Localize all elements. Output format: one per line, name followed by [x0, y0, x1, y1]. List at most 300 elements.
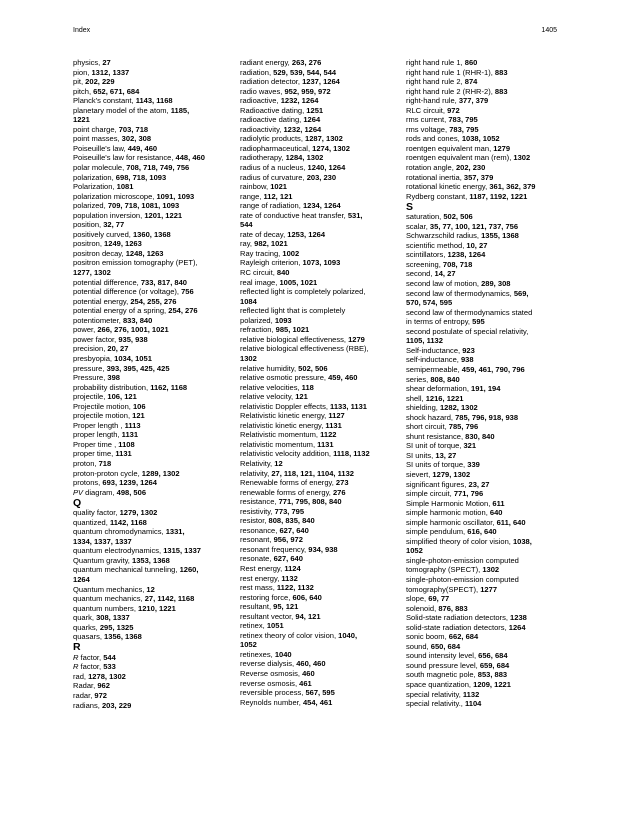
- index-entry-term: resistor,: [240, 516, 269, 526]
- index-entry-pages: 876, 883: [438, 603, 468, 613]
- index-entry: [73, 249, 231, 259]
- index-entry-term: simple pendulum,: [406, 527, 468, 537]
- index-entry-term: positron decay,: [73, 248, 126, 258]
- index-entry: [73, 297, 231, 307]
- index-entry: [406, 651, 564, 661]
- index-entry-term: self-inductance,: [406, 355, 461, 365]
- index-entry-pages: 1282, 1302: [439, 403, 478, 413]
- index-entry-pages: 1021: [270, 182, 288, 192]
- index-entry-pages: 1315, 1337: [163, 546, 201, 556]
- index-entry: [73, 173, 231, 183]
- index-entry: [406, 546, 564, 556]
- index-entry-pages: 35, 77, 100, 121, 737, 756: [429, 221, 519, 231]
- index-entry-pages: 1122: [320, 430, 337, 440]
- index-entry-pages: 1005, 1021: [279, 277, 318, 287]
- index-entry-pages: 1052: [240, 640, 257, 650]
- index-entry-pages: 1104: [465, 699, 482, 709]
- index-entry-pages: 808, 835, 840: [268, 516, 315, 526]
- index-entry: [240, 239, 398, 249]
- index-entry-term: resultant,: [240, 602, 274, 612]
- index-entry: [73, 613, 231, 623]
- index-entry-term: Schwarzschild radius,: [406, 231, 482, 241]
- index-entry-term: projectile motion,: [73, 411, 133, 421]
- index-entry-pages: 1232, 1264: [283, 124, 322, 134]
- index-entry-pages: 112, 121: [263, 191, 293, 201]
- index-entry-term: semipermeable,: [406, 364, 462, 374]
- index-entry: [240, 574, 398, 584]
- index-entry: [406, 632, 564, 642]
- index-entry-pages: 203, 230: [306, 172, 337, 182]
- index-entry: [73, 258, 231, 268]
- index-entry-term: right hand rule 2 (RHR-2),: [406, 86, 495, 96]
- index-entry: [73, 701, 231, 711]
- index-entry-term: rods and cones,: [406, 134, 462, 144]
- index-entry-term: Ray tracing,: [240, 248, 283, 258]
- index-entry: [73, 96, 231, 106]
- index-entry-term: second,: [406, 269, 435, 279]
- index-entry-pages: 529, 539, 544, 544: [273, 67, 337, 77]
- index-entry: [240, 373, 398, 383]
- index-entry-pages: 95, 121: [273, 602, 299, 612]
- index-entry-term: power factor,: [73, 334, 119, 344]
- index-entry-term: radar,: [73, 691, 95, 700]
- index-entry: [240, 554, 398, 564]
- index-entry: [240, 430, 398, 440]
- index-entry-term: potentiometer,: [73, 315, 123, 325]
- index-entry: [406, 565, 564, 575]
- index-entry-pages: 1091, 1093: [156, 191, 195, 201]
- index-entry-term: point masses,: [73, 134, 122, 144]
- index-entry: [406, 460, 564, 470]
- index-entry-pages: 202, 230: [455, 163, 486, 173]
- index-entry: [240, 602, 398, 612]
- index-entry: [406, 441, 564, 451]
- index-entry-pages: 962: [97, 681, 110, 691]
- index-entry: [406, 604, 564, 614]
- index-entry: [406, 125, 564, 135]
- index-entry-pages: 698, 718, 1093: [115, 172, 167, 182]
- index-entry: [240, 106, 398, 116]
- index-entry-pages: 27, 1142, 1168: [144, 594, 195, 604]
- index-entry-term: radius of a nucleus,: [240, 163, 308, 173]
- index-entry-pages: 771, 796: [453, 489, 484, 499]
- index-entry: [406, 480, 564, 490]
- index-entry-pages: 956, 972: [273, 535, 303, 545]
- index-entry: [240, 640, 398, 650]
- index-entry-pages: 357, 379: [463, 172, 494, 182]
- index-entry: [240, 535, 398, 545]
- index-entry-term: resonant frequency,: [240, 544, 309, 554]
- index-entry: [240, 220, 398, 230]
- index-entry: [73, 527, 231, 537]
- index-entry-term: right hand rule 1 (RHR-1),: [406, 67, 495, 77]
- index-entry-pages: 1274, 1302: [312, 143, 350, 153]
- index-entry-term: rate of decay,: [240, 229, 288, 239]
- index-entry-term: positron emission tomography (PET),: [73, 258, 198, 268]
- index-entry-term: pitch,: [73, 86, 94, 96]
- index-entry: [240, 545, 398, 555]
- index-entry-pages: 498, 506: [116, 487, 147, 497]
- index-entry-pages: 1040,: [338, 630, 358, 640]
- index-entry: [240, 306, 398, 316]
- index-entry-term: Pressure,: [73, 373, 108, 383]
- index-entry-pages: 544: [240, 220, 253, 230]
- index-entry-pages: 1249, 1263: [104, 239, 142, 249]
- index-entry: [73, 192, 231, 202]
- index-entry: [240, 77, 398, 87]
- index-entry-term: scientific method,: [406, 240, 467, 250]
- index-entry-pages: 1084: [240, 296, 257, 306]
- index-entry: [406, 489, 564, 499]
- index-entry-term: rad,: [73, 671, 89, 681]
- index-entry-term: range,: [240, 191, 264, 201]
- index-entry: [406, 613, 564, 623]
- index-entry: [406, 699, 564, 709]
- index-entry: [73, 220, 231, 230]
- index-entry-term: quantum numbers,: [73, 603, 139, 613]
- running-header-section: Index: [73, 27, 91, 34]
- index-entry-term: presbyopia,: [73, 353, 115, 363]
- index-entry-pages: 302, 308: [121, 134, 152, 144]
- index-entry-term: physics,: [73, 58, 103, 67]
- index-entry-pages: 1122, 1132: [276, 583, 314, 593]
- index-entry-term: rms voltage,: [406, 124, 450, 134]
- index-entry: [406, 144, 564, 154]
- index-entry-term: relativistic Doppler effects,: [240, 401, 331, 411]
- index-entry: [406, 556, 564, 566]
- index-entry: [73, 402, 231, 412]
- index-entry-pages: 709, 718, 1081, 1093: [107, 201, 180, 211]
- index-entry-term: saturation,: [406, 212, 444, 222]
- index-entry-pages: 1108: [118, 439, 135, 449]
- index-entry: [240, 68, 398, 78]
- index-entry-pages: 1201, 1221: [144, 210, 183, 220]
- index-entry-pages: 860: [464, 58, 478, 67]
- index-entry-term: polarized,: [73, 201, 108, 211]
- index-entry-term: potential energy of a spring,: [73, 306, 169, 316]
- index-entry: [406, 327, 564, 337]
- index-entry-term: right hand rule 2,: [406, 77, 465, 87]
- index-entry: [73, 632, 231, 642]
- index-entry-term: single-photon-emission computed: [406, 574, 519, 584]
- index-entry-pages: 1131: [121, 430, 139, 440]
- index-entry-pages: 121: [132, 411, 145, 421]
- index-entry: [240, 659, 398, 669]
- index-entry-term: resonance,: [240, 525, 280, 535]
- index-entry-term: quantum electrodynamics,: [73, 546, 164, 556]
- index-entry-pages: 20, 27: [107, 344, 129, 354]
- index-entry-pages: 1073, 1093: [302, 258, 341, 268]
- index-entry: [406, 153, 564, 163]
- index-entry: [73, 306, 231, 316]
- index-entry: [73, 594, 231, 604]
- index-entry-pages: 718: [98, 458, 112, 468]
- index-entry-term: population inversion,: [73, 210, 145, 220]
- index-entry: [240, 144, 398, 154]
- index-entry-term: resultant vector,: [240, 611, 296, 621]
- index-entry-term: retinexes,: [240, 649, 275, 659]
- index-entry: [73, 268, 231, 278]
- index-entry-term: shock hazard,: [406, 412, 456, 422]
- index-entry: [406, 231, 564, 241]
- index-entry: [240, 316, 398, 326]
- index-entry: [406, 289, 564, 299]
- index-entry-term: scintillators,: [406, 250, 448, 260]
- index-entry-term: shell,: [406, 393, 426, 403]
- index-entry-term: second postulate of special relativity,: [406, 326, 529, 336]
- index-entry-term: tomography (SPECT),: [406, 565, 483, 575]
- index-entry: [240, 583, 398, 593]
- index-entry: [406, 317, 564, 327]
- index-entry-pages: 106: [132, 401, 146, 411]
- index-entry-pages: 23, 27: [468, 479, 490, 489]
- index-entry-pages: 361, 362, 379: [489, 182, 536, 192]
- index-entry: [240, 679, 398, 689]
- index-entry-term: Relativistic kinetic energy,: [240, 411, 329, 421]
- index-entry: [406, 432, 564, 442]
- index-entry-term: Radioactive dating,: [240, 105, 307, 115]
- index-entry-term: factor,: [78, 662, 104, 672]
- index-entry: [406, 58, 564, 68]
- index-entry-pages: 1052: [406, 546, 423, 556]
- index-entry-term: planetary model of the atom,: [73, 105, 171, 115]
- index-entry: [73, 211, 231, 221]
- index-entry-term: Projectile motion,: [73, 401, 133, 411]
- index-entry-pages: 982, 1021: [254, 239, 288, 249]
- index-entry-pages: 567, 595: [305, 688, 335, 698]
- index-entry-pages: 1221: [73, 115, 90, 125]
- index-entry-pages: 1360, 1368: [132, 229, 171, 239]
- index-entry-pages: 652, 671, 684: [93, 86, 140, 96]
- index-entry-term: rotation angle,: [406, 163, 456, 173]
- index-entry-term: Relativity,: [240, 458, 275, 468]
- index-entry-term: Relativistic momentum,: [240, 430, 321, 440]
- index-entry-pages: 1264: [73, 574, 90, 584]
- index-entry: [406, 87, 564, 97]
- index-entry-term: SI unit of torque,: [406, 441, 464, 451]
- index-entry-term: relative humidity,: [240, 363, 299, 373]
- index-entry: [240, 182, 398, 192]
- index-entry-term: power,: [73, 325, 98, 335]
- index-column-2: [240, 58, 398, 707]
- index-entry-pages: 12: [274, 458, 283, 468]
- index-entry-pages: 1264: [508, 622, 526, 632]
- index-entry-pages: 449, 460: [127, 143, 158, 153]
- index-entry-term: sound pressure level,: [406, 660, 480, 670]
- index-entry-pages: 203, 229: [101, 700, 132, 710]
- index-entry-term: second law of thermodynamics stated: [406, 307, 533, 317]
- index-entry: [73, 77, 231, 87]
- index-entry-pages: 13, 27: [435, 450, 457, 460]
- index-entry: [406, 355, 564, 365]
- index-entry-pages: 1240, 1264: [307, 163, 346, 173]
- index-entry: [240, 421, 398, 431]
- index-entry-pages: 27: [102, 58, 111, 67]
- index-entry: [73, 662, 231, 672]
- index-entry-pages: 1113: [124, 420, 141, 430]
- index-entry-pages: 1040: [274, 649, 292, 659]
- index-entry-term: shielding,: [406, 403, 440, 413]
- index-entry: [406, 106, 564, 116]
- index-entry-pages: 833, 840: [122, 315, 153, 325]
- index-entry-term: factor,: [78, 652, 104, 662]
- index-entry: [406, 537, 564, 547]
- index-entry: [240, 516, 398, 526]
- index-entry: [240, 593, 398, 603]
- index-entry: [406, 518, 564, 528]
- index-entry-pages: 616, 640: [467, 527, 497, 537]
- index-entry-pages: 1238, 1264: [447, 250, 486, 260]
- index-entry-pages: 254, 255, 276: [130, 296, 177, 306]
- index-entry-pages: 1331,: [165, 527, 185, 537]
- index-entry-term: Rest energy,: [240, 563, 285, 573]
- index-entry: [73, 344, 231, 354]
- index-entry-pages: 1187, 1192, 1221: [469, 191, 528, 201]
- index-entry: [73, 316, 231, 326]
- index-entry: [73, 672, 231, 682]
- index-entry-italic-term: R: [73, 662, 79, 672]
- index-entry-term: Self-inductance,: [406, 345, 463, 355]
- index-entry: [240, 459, 398, 469]
- index-entry: [73, 681, 231, 691]
- index-entry-pages: 952, 959, 972: [284, 86, 331, 96]
- index-entry-term: special relativity.,: [406, 699, 465, 709]
- index-entry-pages: 1237, 1264: [302, 77, 340, 87]
- index-entry-term: retinex,: [240, 621, 267, 631]
- index-entry-pages: 972: [94, 691, 107, 700]
- index-entry-term: potential difference (or voltage),: [73, 287, 182, 297]
- index-entry-term: radiotherapy,: [240, 153, 286, 163]
- index-entry: [406, 182, 564, 192]
- index-entry-pages: 1260,: [179, 565, 199, 575]
- index-entry-pages: 627, 640: [279, 525, 309, 535]
- index-entry-pages: 533: [103, 662, 116, 672]
- index-entry: [73, 87, 231, 97]
- index-entry-term: radiopharmaceutical,: [240, 143, 313, 153]
- index-entry: [73, 556, 231, 566]
- index-entry: [240, 478, 398, 488]
- index-entry-term: Simple Harmonic Motion,: [406, 498, 493, 508]
- index-entry: [406, 594, 564, 604]
- index-entry-term: special relativity,: [406, 689, 463, 699]
- index-entry-pages: 1081: [116, 182, 134, 192]
- index-entry-pages: 10, 27: [466, 240, 488, 250]
- index-entry-pages: 461: [299, 678, 312, 688]
- index-entry: [240, 488, 398, 498]
- index-entry-pages: 1105, 1132: [406, 336, 443, 346]
- index-entry-term: rate of conductive heat transfer,: [240, 210, 348, 220]
- index-entry: [240, 698, 398, 708]
- index-entry: [240, 115, 398, 125]
- index-entry: [406, 508, 564, 518]
- index-entry-italic-term: PV: [73, 487, 84, 497]
- index-entry-term: quark,: [73, 613, 97, 623]
- index-entry-term: Reverse osmosis,: [240, 669, 303, 678]
- index-entry-term: precision,: [73, 344, 108, 354]
- index-entry: [73, 508, 231, 518]
- index-entry: [73, 449, 231, 459]
- index-entry: [240, 335, 398, 345]
- index-entry-term: diagram,: [83, 487, 117, 497]
- index-entry-pages: 502, 506: [298, 363, 328, 373]
- index-column-3: [406, 58, 564, 709]
- index-entry-term: Rydberg constant,: [406, 191, 470, 201]
- index-entry-pages: 874: [464, 77, 478, 87]
- index-entry-term: quantum mechanical tunneling,: [73, 565, 180, 575]
- index-entry-pages: 627, 640: [273, 554, 303, 564]
- index-entry-pages: 321: [463, 441, 477, 451]
- index-entry-term: restoring force,: [240, 592, 293, 602]
- index-entry: [73, 106, 231, 116]
- index-entry-term: quasars,: [73, 632, 105, 642]
- index-entry-pages: 254, 276: [168, 306, 198, 316]
- index-entry-pages: 1185,: [170, 105, 190, 115]
- index-entry-pages: 1093: [274, 315, 292, 325]
- index-entry: [406, 375, 564, 385]
- index-entry-term: retinex theory of color vision,: [240, 630, 339, 640]
- index-entry-pages: 1277, 1302: [73, 268, 111, 278]
- index-entry: [240, 469, 398, 479]
- index-entry: [240, 297, 398, 307]
- index-entry-term: quality factor,: [73, 508, 120, 518]
- index-entry: [406, 222, 564, 232]
- index-entry-pages: 14, 27: [434, 269, 456, 279]
- index-entry: [406, 212, 564, 222]
- index-entry-pages: 1279: [493, 143, 511, 153]
- index-entry-term: refraction,: [240, 325, 276, 335]
- index-entry: [406, 269, 564, 279]
- index-entry-term: pion,: [73, 67, 92, 77]
- index-entry-term: sound,: [406, 641, 431, 651]
- index-entry-term: radius of curvature,: [240, 172, 307, 182]
- index-entry: [73, 364, 231, 374]
- index-entry-pages: 191, 194: [471, 384, 501, 394]
- index-entry: [73, 623, 231, 633]
- index-entry-term: simple harmonic motion,: [406, 508, 490, 518]
- index-entry-term: Poiseuille's law for resistance,: [73, 153, 176, 163]
- index-entry: [73, 335, 231, 345]
- index-entry-term: positively curved,: [73, 229, 133, 239]
- index-entry: [240, 134, 398, 144]
- index-entry-pages: 1209, 1221: [473, 680, 511, 689]
- index-entry: [406, 241, 564, 251]
- index-entry: [406, 642, 564, 652]
- index-entry-pages: 339: [467, 460, 480, 470]
- index-entry-term: ray,: [240, 239, 255, 249]
- index-entry: [406, 77, 564, 87]
- index-entry-term: pit,: [73, 77, 86, 87]
- index-entry-pages: 1278, 1302: [88, 671, 126, 681]
- index-entry-term: roentgen equivalent man,: [406, 143, 494, 153]
- index-entry-term: Rayleigh criterion,: [240, 258, 303, 268]
- index-entry-pages: 570, 574, 595: [406, 298, 453, 308]
- index-entry: [406, 279, 564, 289]
- index-entry: [73, 691, 231, 701]
- index-entry: [240, 383, 398, 393]
- index-entry-term: simple circuit,: [406, 489, 454, 499]
- index-entry: [406, 413, 564, 423]
- index-entry-pages: 785, 796: [448, 422, 479, 432]
- index-entry-term: radioactive dating,: [240, 115, 304, 125]
- index-entry-pages: 1132: [281, 573, 298, 583]
- index-entry: [240, 201, 398, 211]
- index-entry: [73, 411, 231, 421]
- index-entry-term: single-photon-emission computed: [406, 555, 519, 565]
- index-entry-term: Radar,: [73, 681, 98, 691]
- index-entry: [406, 115, 564, 125]
- index-entry-term: pressure,: [73, 363, 107, 373]
- index-entry-pages: 1302: [482, 565, 500, 575]
